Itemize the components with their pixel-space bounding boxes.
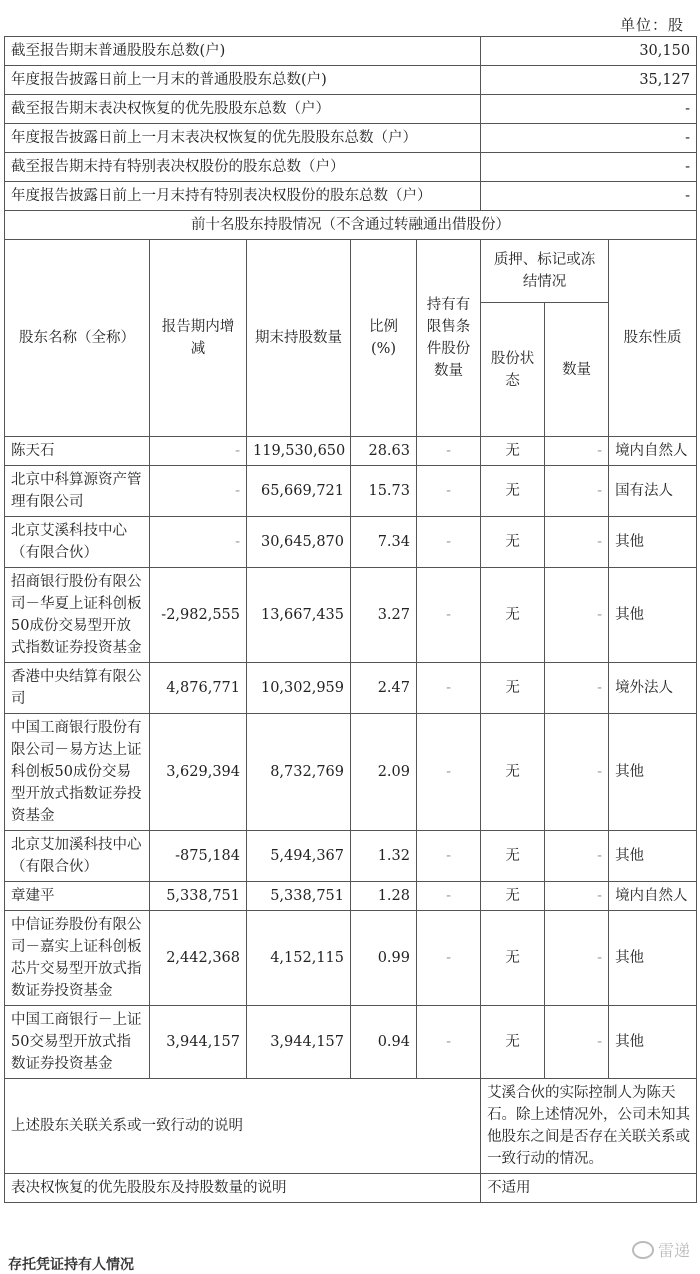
holder-nature: 其他 xyxy=(609,911,697,1006)
holder-pledge-qty: - xyxy=(545,1006,609,1079)
holder-name: 招商银行股份有限公司－华夏上证科创板50成份交易型开放式指数证券投资基金 xyxy=(5,568,150,663)
holder-shares: 5,494,367 xyxy=(247,831,351,882)
holder-pledge-qty: - xyxy=(545,882,609,911)
table-row xyxy=(5,568,697,663)
holder-restricted: - xyxy=(417,714,481,831)
holder-change: 5,338,751 xyxy=(150,882,247,911)
holder-nature: 境内自然人 xyxy=(609,882,697,911)
holder-pledge-qty: - xyxy=(545,831,609,882)
holder-shares: 10,302,959 xyxy=(247,663,351,714)
holder-pledge-qty: - xyxy=(545,911,609,1006)
holder-pledge-status: 无 xyxy=(481,663,545,714)
table-row xyxy=(5,831,697,882)
holder-nature: 国有法人 xyxy=(609,466,697,517)
holder-pledge-qty: - xyxy=(545,517,609,568)
summary-row xyxy=(5,66,697,95)
holder-nature: 其他 xyxy=(609,517,697,568)
holder-change: 3,629,394 xyxy=(150,714,247,831)
holder-nature: 境外法人 xyxy=(609,663,697,714)
holder-pledge-status: 无 xyxy=(481,831,545,882)
holder-ratio: 1.28 xyxy=(351,882,417,911)
holder-shares: 65,669,721 xyxy=(247,466,351,517)
header-restricted: 持有有限售条件股份数量 xyxy=(417,240,481,437)
header-row-1 xyxy=(5,240,697,303)
holder-name: 陈天石 xyxy=(5,437,150,466)
holder-change: - xyxy=(150,437,247,466)
section-title: 前十名股东持股情况（不含通过转融通出借股份） xyxy=(5,211,697,240)
note-value: 艾溪合伙的实际控制人为陈天石。除上述情况外，公司未知其他股东之间是否存在关联关系或一致行动的情况。 xyxy=(481,1079,697,1174)
header-change: 报告期内增减 xyxy=(150,240,247,437)
holder-pledge-status: 无 xyxy=(481,911,545,1006)
table-row xyxy=(5,714,697,831)
holder-ratio: 2.09 xyxy=(351,714,417,831)
weibo-icon xyxy=(632,1241,654,1259)
holder-restricted: - xyxy=(417,437,481,466)
holder-shares: 30,645,870 xyxy=(247,517,351,568)
table-row xyxy=(5,1006,697,1079)
holder-shares: 5,338,751 xyxy=(247,882,351,911)
summary-label: 截至报告期末持有特别表决权股份的股东总数（户） xyxy=(5,153,481,182)
holder-shares: 13,667,435 xyxy=(247,568,351,663)
header-shares: 期末持股数量 xyxy=(247,240,351,437)
holder-ratio: 28.63 xyxy=(351,437,417,466)
holder-change: -875,184 xyxy=(150,831,247,882)
table-row xyxy=(5,517,697,568)
holder-name: 北京中科算源资产管理有限公司 xyxy=(5,466,150,517)
holder-nature: 其他 xyxy=(609,568,697,663)
holder-ratio: 2.47 xyxy=(351,663,417,714)
note-label: 上述股东关联关系或一致行动的说明 xyxy=(5,1079,481,1174)
holder-change: - xyxy=(150,466,247,517)
holder-restricted: - xyxy=(417,568,481,663)
header-name: 股东名称（全称） xyxy=(5,240,150,437)
table-row xyxy=(5,663,697,714)
watermark-text: 雷递 xyxy=(657,1241,690,1260)
summary-label: 年度报告披露日前上一月末持有特别表决权股份的股东总数（户） xyxy=(5,182,481,211)
holder-pledge-status: 无 xyxy=(481,517,545,568)
holder-nature: 其他 xyxy=(609,831,697,882)
header-pledge-qty: 数量 xyxy=(545,303,609,437)
summary-value: - xyxy=(481,182,697,211)
holder-name: 中信证券股份有限公司－嘉实上证科创板芯片交易型开放式指数证券投资基金 xyxy=(5,911,150,1006)
note-row xyxy=(5,1174,697,1203)
footer-cut-heading: 存托凭证持有人情况 xyxy=(8,1257,134,1273)
table-row xyxy=(5,437,697,466)
summary-label: 年度报告披露日前上一月末表决权恢复的优先股股东总数（户） xyxy=(5,124,481,153)
holder-name: 中国工商银行股份有限公司－易方达上证科创板50成份交易型开放式指数证券投资基金 xyxy=(5,714,150,831)
table-row xyxy=(5,466,697,517)
table-row xyxy=(5,911,697,1006)
holder-pledge-qty: - xyxy=(545,568,609,663)
holder-name: 章建平 xyxy=(5,882,150,911)
watermark xyxy=(632,1238,690,1261)
holder-nature: 境内自然人 xyxy=(609,437,697,466)
holder-shares: 4,152,115 xyxy=(247,911,351,1006)
holder-shares: 8,732,769 xyxy=(247,714,351,831)
summary-value: 30,150 xyxy=(481,37,697,66)
holder-restricted: - xyxy=(417,517,481,568)
summary-row xyxy=(5,124,697,153)
holder-ratio: 0.94 xyxy=(351,1006,417,1079)
summary-label: 年度报告披露日前上一月末的普通股股东总数(户) xyxy=(5,66,481,95)
holder-pledge-qty: - xyxy=(545,466,609,517)
holder-restricted: - xyxy=(417,466,481,517)
holder-ratio: 7.34 xyxy=(351,517,417,568)
note-row xyxy=(5,1079,697,1174)
summary-row xyxy=(5,95,697,124)
holder-ratio: 15.73 xyxy=(351,466,417,517)
holder-restricted: - xyxy=(417,663,481,714)
holder-restricted: - xyxy=(417,911,481,1006)
holder-pledge-status: 无 xyxy=(481,568,545,663)
summary-row xyxy=(5,153,697,182)
holder-name: 香港中央结算有限公司 xyxy=(5,663,150,714)
unit-label: 单位：股 xyxy=(619,16,684,34)
section-title-row xyxy=(5,211,697,240)
holder-pledge-status: 无 xyxy=(481,466,545,517)
summary-label: 截至报告期末普通股股东总数(户) xyxy=(5,37,481,66)
summary-row xyxy=(5,37,697,66)
table-row xyxy=(5,882,697,911)
holder-pledge-status: 无 xyxy=(481,1006,545,1079)
holder-change: -2,982,555 xyxy=(150,568,247,663)
holder-name: 北京艾溪科技中心（有限合伙） xyxy=(5,517,150,568)
holder-pledge-status: 无 xyxy=(481,437,545,466)
holder-ratio: 0.99 xyxy=(351,911,417,1006)
summary-label: 截至报告期末表决权恢复的优先股股东总数（户） xyxy=(5,95,481,124)
holder-ratio: 1.32 xyxy=(351,831,417,882)
holder-name: 北京艾加溪科技中心（有限合伙） xyxy=(5,831,150,882)
holder-pledge-qty: - xyxy=(545,714,609,831)
holder-change: - xyxy=(150,517,247,568)
holder-shares: 3,944,157 xyxy=(247,1006,351,1079)
note-label: 表决权恢复的优先股股东及持股数量的说明 xyxy=(5,1174,481,1203)
summary-value: - xyxy=(481,124,697,153)
holder-restricted: - xyxy=(417,882,481,911)
holder-change: 3,944,157 xyxy=(150,1006,247,1079)
holder-name: 中国工商银行－上证50交易型开放式指数证券投资基金 xyxy=(5,1006,150,1079)
holder-restricted: - xyxy=(417,1006,481,1079)
summary-value: 35,127 xyxy=(481,66,697,95)
header-pledge-status: 股份状态 xyxy=(481,303,545,437)
holder-ratio: 3.27 xyxy=(351,568,417,663)
holder-change: 2,442,368 xyxy=(150,911,247,1006)
holder-pledge-qty: - xyxy=(545,437,609,466)
holder-nature: 其他 xyxy=(609,714,697,831)
summary-value: - xyxy=(481,153,697,182)
holder-change: 4,876,771 xyxy=(150,663,247,714)
summary-row xyxy=(5,182,697,211)
header-nature: 股东性质 xyxy=(609,240,697,437)
shareholder-table xyxy=(4,36,697,1203)
holder-nature: 其他 xyxy=(609,1006,697,1079)
holder-restricted: - xyxy=(417,831,481,882)
summary-value: - xyxy=(481,95,697,124)
holder-shares: 119,530,650 xyxy=(247,437,351,466)
header-pledge-group: 质押、标记或冻结情况 xyxy=(481,240,609,303)
holder-pledge-qty: - xyxy=(545,663,609,714)
holder-pledge-status: 无 xyxy=(481,882,545,911)
note-value: 不适用 xyxy=(481,1174,697,1203)
holder-pledge-status: 无 xyxy=(481,714,545,831)
header-ratio: 比例(%) xyxy=(351,240,417,437)
